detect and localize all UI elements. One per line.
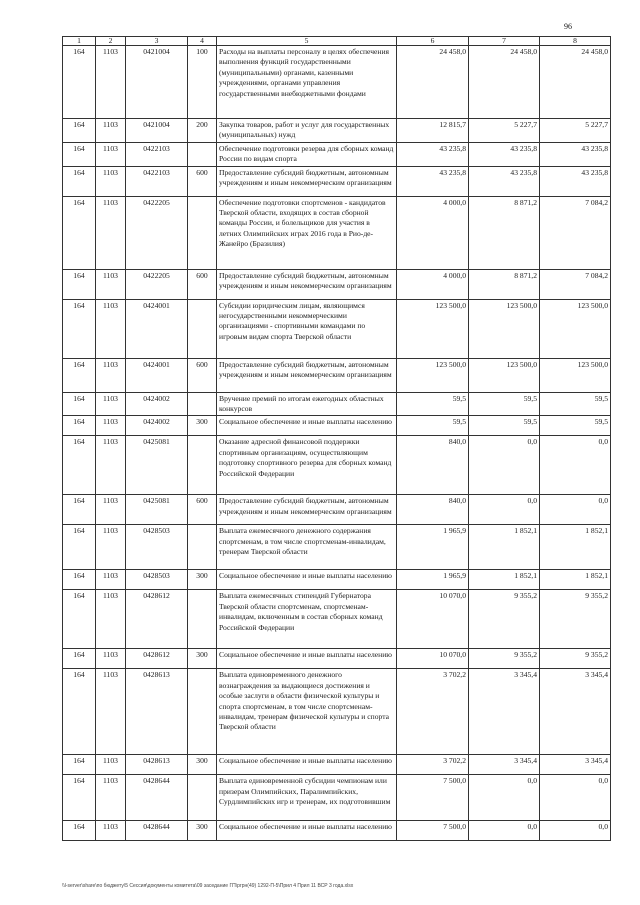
header-cell: 8 [540,37,611,46]
amount-cell-year3: 5 227,7 [540,119,611,143]
amount-cell-year3: 9 355,2 [540,590,611,649]
expense-type-cell [188,142,217,166]
description-cell: Обеспечение подготовки спортсменов - кандидатов Тверской области, входящих в состав сборной команды России, и болельщиков для участия в летних Олимпийских играх 2016 года в Рио-де-Жанейро (Бразилия) [217,196,397,269]
amount-cell-year1: 1 965,9 [397,525,469,570]
table-row [63,570,611,590]
table-row [63,649,611,669]
table-row [63,142,611,166]
expense-type-cell: 300 [188,821,217,841]
table-row [63,119,611,143]
amount-cell-year1: 3 702,2 [397,669,469,755]
description-cell: Закупка товаров, работ и услуг для государственных (муниципальных) нужд [217,119,397,143]
kvsr-cell: 164 [63,358,96,392]
file-path-footer: \\l-server\share\по бюджету\5 Сессия\документы комитета\09 заседание ГП\ргрн(49) 1292-П-5\Прил 4 Прил 11 ВСР 3 года.xlsx [62,883,354,889]
amount-cell-year2: 8 871,2 [469,196,540,269]
kvsr-cell: 164 [63,46,96,119]
amount-cell-year3: 1 852,1 [540,570,611,590]
table-row [63,669,611,755]
description-cell: Обеспечение подготовки резерва для сборных команд России по видам спорта [217,142,397,166]
expense-type-cell: 600 [188,269,217,299]
amount-cell-year1: 3 702,2 [397,755,469,775]
section-cell: 1103 [96,269,126,299]
target-article-cell: 0424002 [126,416,188,436]
header-row [63,37,611,46]
expense-type-cell: 300 [188,570,217,590]
description-cell: Предоставление субсидий бюджетным, автономным учреждениям и иным некоммерческим организациям [217,495,397,525]
amount-cell-year3: 43 235,8 [540,142,611,166]
description-cell: Предоставление субсидий бюджетным, автономным учреждениям и иным некоммерческим организациям [217,166,397,196]
amount-cell-year2: 3 345,4 [469,755,540,775]
amount-cell-year1: 840,0 [397,436,469,495]
table-row [63,755,611,775]
section-cell: 1103 [96,358,126,392]
target-article-cell: 0428612 [126,590,188,649]
amount-cell-year3: 24 458,0 [540,46,611,119]
amount-cell-year3: 43 235,8 [540,166,611,196]
table-row [63,358,611,392]
target-article-cell: 0422103 [126,166,188,196]
table-row [63,299,611,358]
kvsr-cell: 164 [63,416,96,436]
amount-cell-year3: 1 852,1 [540,525,611,570]
target-article-cell: 0425081 [126,495,188,525]
section-cell: 1103 [96,119,126,143]
kvsr-cell: 164 [63,269,96,299]
amount-cell-year1: 840,0 [397,495,469,525]
expense-type-cell: 600 [188,358,217,392]
amount-cell-year1: 4 000,0 [397,196,469,269]
expense-type-cell [188,299,217,358]
amount-cell-year3: 3 345,4 [540,669,611,755]
amount-cell-year1: 10 070,0 [397,590,469,649]
kvsr-cell: 164 [63,299,96,358]
amount-cell-year3: 7 084,2 [540,196,611,269]
amount-cell-year1: 59,5 [397,392,469,416]
header-cell: 4 [188,37,217,46]
amount-cell-year1: 43 235,8 [397,142,469,166]
section-cell: 1103 [96,46,126,119]
table-row [63,46,611,119]
target-article-cell: 0424002 [126,392,188,416]
amount-cell-year2: 123 500,0 [469,299,540,358]
amount-cell-year1: 10 070,0 [397,649,469,669]
description-cell: Субсидии юридическим лицам, являющимся негосударственными некоммерческими организациями - спортивными командами по игровым видам спорта Тверской области [217,299,397,358]
table-row [63,416,611,436]
target-article-cell: 0422205 [126,196,188,269]
target-article-cell: 0424001 [126,299,188,358]
description-cell: Социальное обеспечение и иные выплаты населению [217,416,397,436]
amount-cell-year2: 0,0 [469,436,540,495]
amount-cell-year2: 123 500,0 [469,358,540,392]
target-article-cell: 0428644 [126,775,188,821]
header-cell: 1 [63,37,96,46]
table-row [63,525,611,570]
amount-cell-year2: 8 871,2 [469,269,540,299]
expense-type-cell [188,669,217,755]
expense-type-cell [188,392,217,416]
section-cell: 1103 [96,495,126,525]
expense-type-cell [188,775,217,821]
header-cell: 7 [469,37,540,46]
expense-type-cell: 100 [188,46,217,119]
expense-type-cell: 300 [188,649,217,669]
table-row [63,436,611,495]
kvsr-cell: 164 [63,119,96,143]
target-article-cell: 0428503 [126,525,188,570]
section-cell: 1103 [96,196,126,269]
description-cell: Предоставление субсидий бюджетным, автономным учреждениям и иным некоммерческим организациям [217,358,397,392]
target-article-cell: 0428613 [126,755,188,775]
amount-cell-year2: 0,0 [469,495,540,525]
description-cell: Социальное обеспечение и иные выплаты населению [217,649,397,669]
amount-cell-year2: 59,5 [469,416,540,436]
section-cell: 1103 [96,775,126,821]
target-article-cell: 0424001 [126,358,188,392]
expense-type-cell: 200 [188,119,217,143]
target-article-cell: 0421004 [126,119,188,143]
target-article-cell: 0428644 [126,821,188,841]
description-cell: Вручение премий по итогам ежегодных областных конкурсов [217,392,397,416]
amount-cell-year2: 43 235,8 [469,166,540,196]
amount-cell-year3: 0,0 [540,495,611,525]
section-cell: 1103 [96,570,126,590]
table-row [63,166,611,196]
section-cell: 1103 [96,821,126,841]
target-article-cell: 0422103 [126,142,188,166]
amount-cell-year2: 1 852,1 [469,570,540,590]
header-cell: 5 [217,37,397,46]
section-cell: 1103 [96,392,126,416]
expense-type-cell [188,590,217,649]
amount-cell-year2: 3 345,4 [469,669,540,755]
amount-cell-year2: 43 235,8 [469,142,540,166]
section-cell: 1103 [96,590,126,649]
section-cell: 1103 [96,649,126,669]
section-cell: 1103 [96,416,126,436]
amount-cell-year3: 0,0 [540,775,611,821]
amount-cell-year3: 59,5 [540,392,611,416]
table-row [63,392,611,416]
amount-cell-year1: 12 815,7 [397,119,469,143]
section-cell: 1103 [96,142,126,166]
amount-cell-year1: 59,5 [397,416,469,436]
expense-type-cell: 300 [188,416,217,436]
kvsr-cell: 164 [63,775,96,821]
description-cell: Выплата единовременного денежного вознаграждения за выдающиеся достижения и особые заслуги в области физической культуры и спорта спортсменам, в том числе спортсменам-инвалидам, тренерам физической культуры и спорта Тверской области [217,669,397,755]
description-cell: Социальное обеспечение и иные выплаты населению [217,755,397,775]
amount-cell-year3: 123 500,0 [540,299,611,358]
amount-cell-year3: 0,0 [540,821,611,841]
kvsr-cell: 164 [63,392,96,416]
target-article-cell: 0421004 [126,46,188,119]
description-cell: Предоставление субсидий бюджетным, автономным учреждениям и иным некоммерческим организациям [217,269,397,299]
table-row [63,495,611,525]
amount-cell-year1: 123 500,0 [397,299,469,358]
description-cell: Оказание адресной финансовой поддержки спортивным организациям, осуществляющим подготовку спортивного резерва для сборных команд Российской Федерации [217,436,397,495]
kvsr-cell: 164 [63,821,96,841]
kvsr-cell: 164 [63,142,96,166]
amount-cell-year3: 0,0 [540,436,611,495]
section-cell: 1103 [96,755,126,775]
amount-cell-year3: 59,5 [540,416,611,436]
amount-cell-year1: 123 500,0 [397,358,469,392]
amount-cell-year2: 59,5 [469,392,540,416]
target-article-cell: 0428613 [126,669,188,755]
amount-cell-year2: 24 458,0 [469,46,540,119]
target-article-cell: 0428503 [126,570,188,590]
header-cell: 6 [397,37,469,46]
page-number: 96 [564,22,572,31]
kvsr-cell: 164 [63,570,96,590]
expense-type-cell: 300 [188,755,217,775]
amount-cell-year2: 0,0 [469,821,540,841]
table-row [63,196,611,269]
section-cell: 1103 [96,166,126,196]
target-article-cell: 0428612 [126,649,188,669]
table-row [63,775,611,821]
kvsr-cell: 164 [63,755,96,775]
amount-cell-year2: 9 355,2 [469,649,540,669]
kvsr-cell: 164 [63,495,96,525]
kvsr-cell: 164 [63,525,96,570]
amount-cell-year1: 7 500,0 [397,821,469,841]
table-row [63,590,611,649]
expense-type-cell [188,196,217,269]
amount-cell-year1: 4 000,0 [397,269,469,299]
amount-cell-year3: 9 355,2 [540,649,611,669]
table-row [63,821,611,841]
section-cell: 1103 [96,669,126,755]
amount-cell-year2: 0,0 [469,775,540,821]
section-cell: 1103 [96,299,126,358]
amount-cell-year2: 5 227,7 [469,119,540,143]
description-cell: Социальное обеспечение и иные выплаты населению [217,570,397,590]
target-article-cell: 0422205 [126,269,188,299]
section-cell: 1103 [96,436,126,495]
description-cell: Социальное обеспечение и иные выплаты населению [217,821,397,841]
table-row [63,269,611,299]
expense-type-cell [188,525,217,570]
expense-type-cell: 600 [188,495,217,525]
amount-cell-year1: 7 500,0 [397,775,469,821]
amount-cell-year1: 24 458,0 [397,46,469,119]
header-cell: 3 [126,37,188,46]
description-cell: Выплата единовременной субсидии чемпионам или призерам Олимпийских, Паралимпийских, Сурдлимпийских игр и тренерам, их подготовившим [217,775,397,821]
kvsr-cell: 164 [63,196,96,269]
amount-cell-year1: 1 965,9 [397,570,469,590]
header-cell: 2 [96,37,126,46]
description-cell: Выплата ежемесячного денежного содержания спортсменам, в том числе спортсменам-инвалидам, тренерам Тверской области [217,525,397,570]
kvsr-cell: 164 [63,669,96,755]
amount-cell-year3: 3 345,4 [540,755,611,775]
kvsr-cell: 164 [63,166,96,196]
amount-cell-year3: 7 084,2 [540,269,611,299]
kvsr-cell: 164 [63,436,96,495]
section-cell: 1103 [96,525,126,570]
kvsr-cell: 164 [63,649,96,669]
target-article-cell: 0425081 [126,436,188,495]
description-cell: Выплата ежемесячных стипендий Губернатора Тверской области спортсменам, спортсменам-инвалидам, включенным в состав сборных команд Российской Федерации [217,590,397,649]
description-cell: Расходы на выплаты персоналу в целях обеспечения выполнения функций государственными (муниципальными) органами, казенными учреждениями, органами управления государственными внебюджетными фондами [217,46,397,119]
budget-table [62,36,611,841]
kvsr-cell: 164 [63,590,96,649]
expense-type-cell [188,436,217,495]
amount-cell-year2: 9 355,2 [469,590,540,649]
amount-cell-year3: 123 500,0 [540,358,611,392]
expense-type-cell: 600 [188,166,217,196]
amount-cell-year1: 43 235,8 [397,166,469,196]
amount-cell-year2: 1 852,1 [469,525,540,570]
